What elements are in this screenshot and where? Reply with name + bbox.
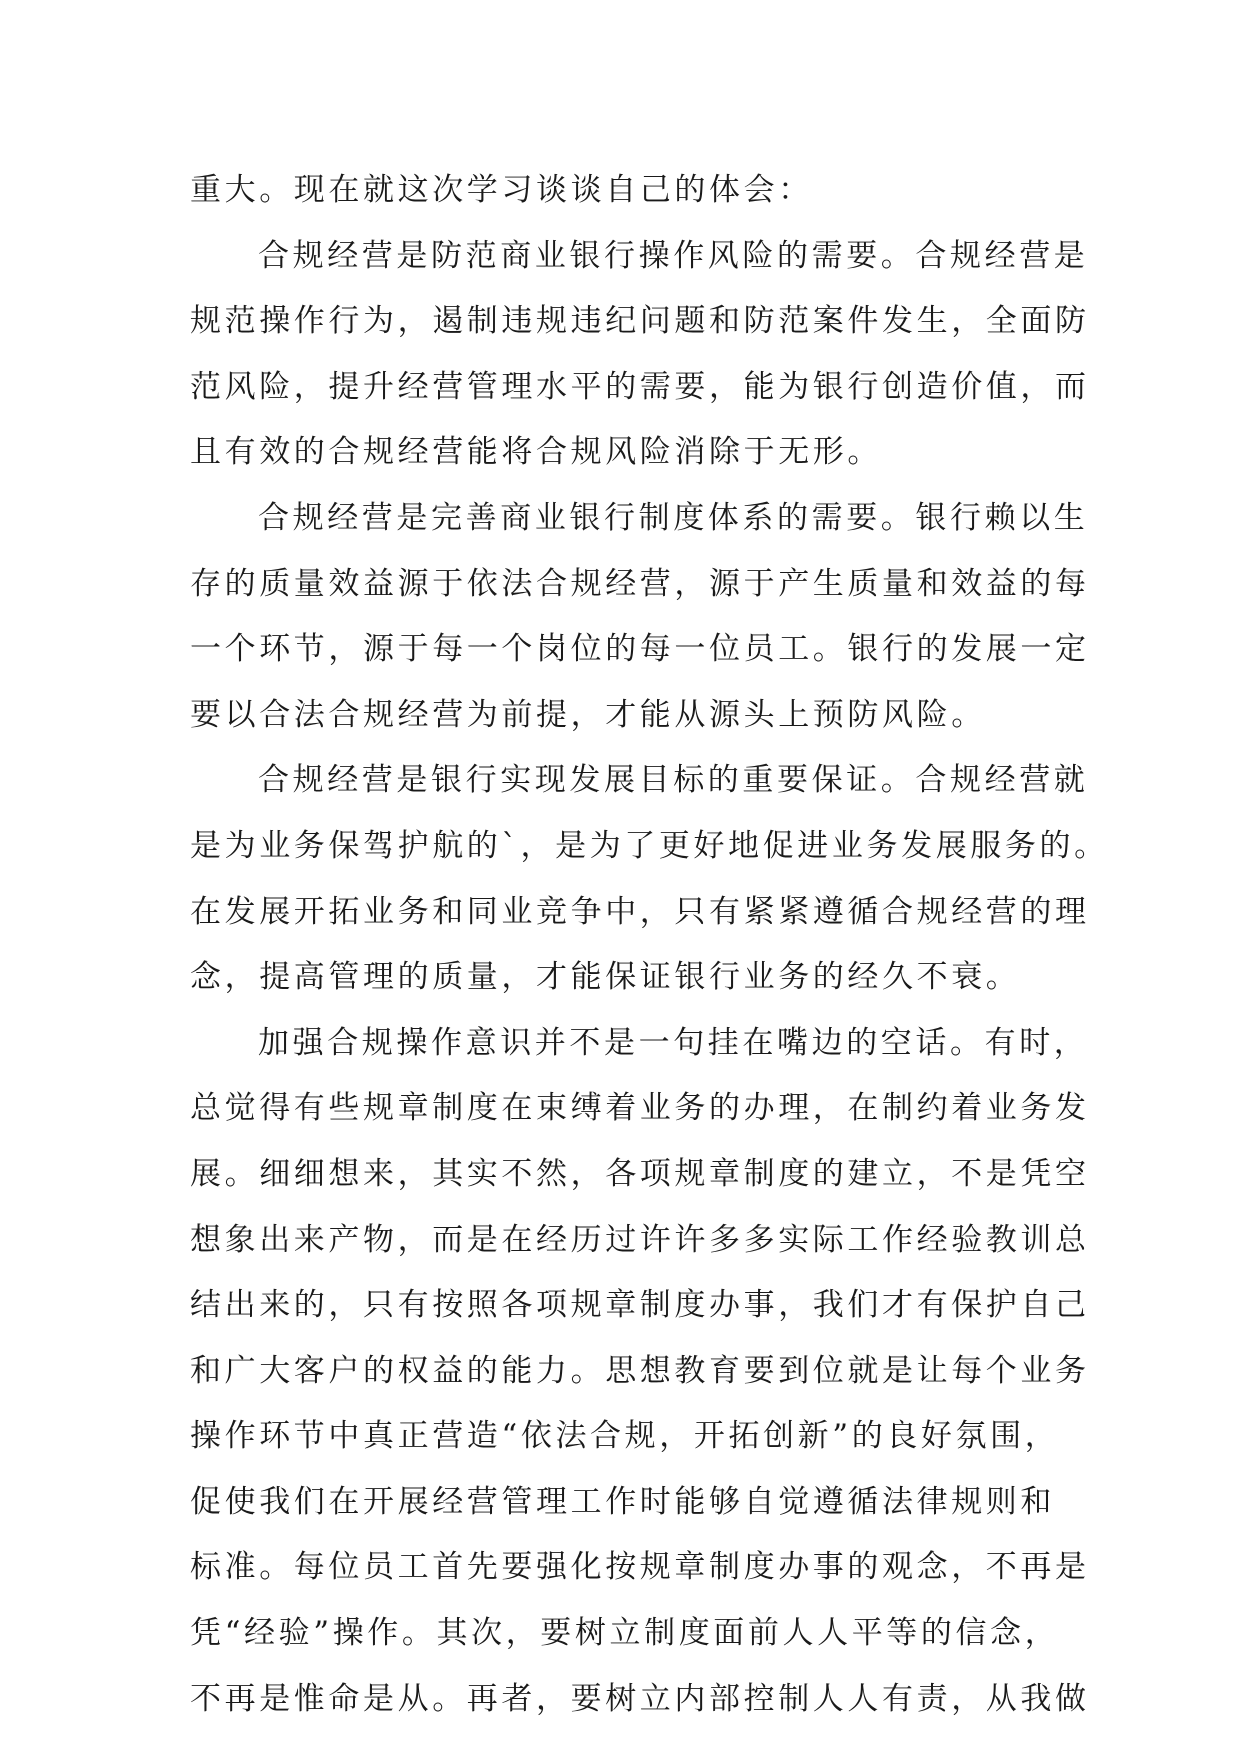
text-line: 操作环节中真正营造“依法合规，开拓创新”的良好氛围， xyxy=(190,1418,1060,1455)
text-line: 合规经营是完善商业银行制度体系的需要。银行赖以生 xyxy=(258,499,1089,536)
text-line: 且有效的合规经营能将合规风险消除于无形。 xyxy=(190,434,882,471)
text-line: 不再是惟命是从。再者，要树立内部控制人人有责，从我做 xyxy=(190,1680,1090,1717)
text-line: 一个环节，源于每一个岗位的每一位员工。银行的发展一定 xyxy=(190,631,1090,668)
paragraph-compliance-awareness xyxy=(190,1011,1090,1733)
text-line: 标准。每位员工首先要强化按规章制度办事的观念，不再是 xyxy=(190,1549,1090,1586)
text-line: 规范操作行为，遏制违规违纪问题和防范案件发生，全面防 xyxy=(190,303,1090,340)
text-line: 凭“经验”操作。其次，要树立制度面前人人平等的信念， xyxy=(190,1615,1060,1652)
text-line: 存的质量效益源于依法合规经营，源于产生质量和效益的每 xyxy=(190,565,1090,602)
text-line: 是为业务保驾护航的`，是为了更好地促进业务发展服务的。 xyxy=(190,827,1109,864)
document-body xyxy=(190,158,1109,1732)
text-line: 合规经营是防范商业银行操作风险的需要。合规经营是 xyxy=(258,237,1089,274)
text-line: 在发展开拓业务和同业竞争中，只有紧紧遵循合规经营的理 xyxy=(190,893,1090,930)
text-line: 合规经营是银行实现发展目标的重要保证。合规经营就 xyxy=(258,762,1089,799)
paragraph-intro-tail xyxy=(190,158,1052,224)
text-line: 和广大客户的权益的能力。思想教育要到位就是让每个业务 xyxy=(190,1352,1090,1389)
text-line: 念，提高管理的质量，才能保证银行业务的经久不衰。 xyxy=(190,959,1021,996)
text-line: 重大。现在就这次学习谈谈自己的体会： xyxy=(190,172,813,208)
text-line: 想象出来产物，而是在经历过许许多多实际工作经验教训总 xyxy=(190,1221,1090,1258)
text-line: 促使我们在开展经营管理工作时能够自觉遵循法律规则和 xyxy=(190,1483,1055,1520)
text-line: 展。细细想来，其实不然，各项规章制度的建立，不是凭空 xyxy=(190,1155,1090,1192)
text-line: 加强合规操作意识并不是一句挂在嘴边的空话。有时， xyxy=(258,1024,1089,1061)
text-line: 结出来的，只有按照各项规章制度办事，我们才有保护自己 xyxy=(190,1287,1090,1324)
text-line: 范风险，提升经营管理水平的需要，能为银行创造价值，而 xyxy=(190,368,1090,405)
paragraph-risk-prevention xyxy=(190,224,1090,486)
paragraph-development-guarantee xyxy=(190,748,1109,1010)
text-line: 总觉得有些规章制度在束缚着业务的办理，在制约着业务发 xyxy=(190,1090,1090,1127)
text-line: 要以合法合规经营为前提，才能从源头上预防风险。 xyxy=(190,696,986,733)
paragraph-system-improvement xyxy=(190,486,1090,748)
